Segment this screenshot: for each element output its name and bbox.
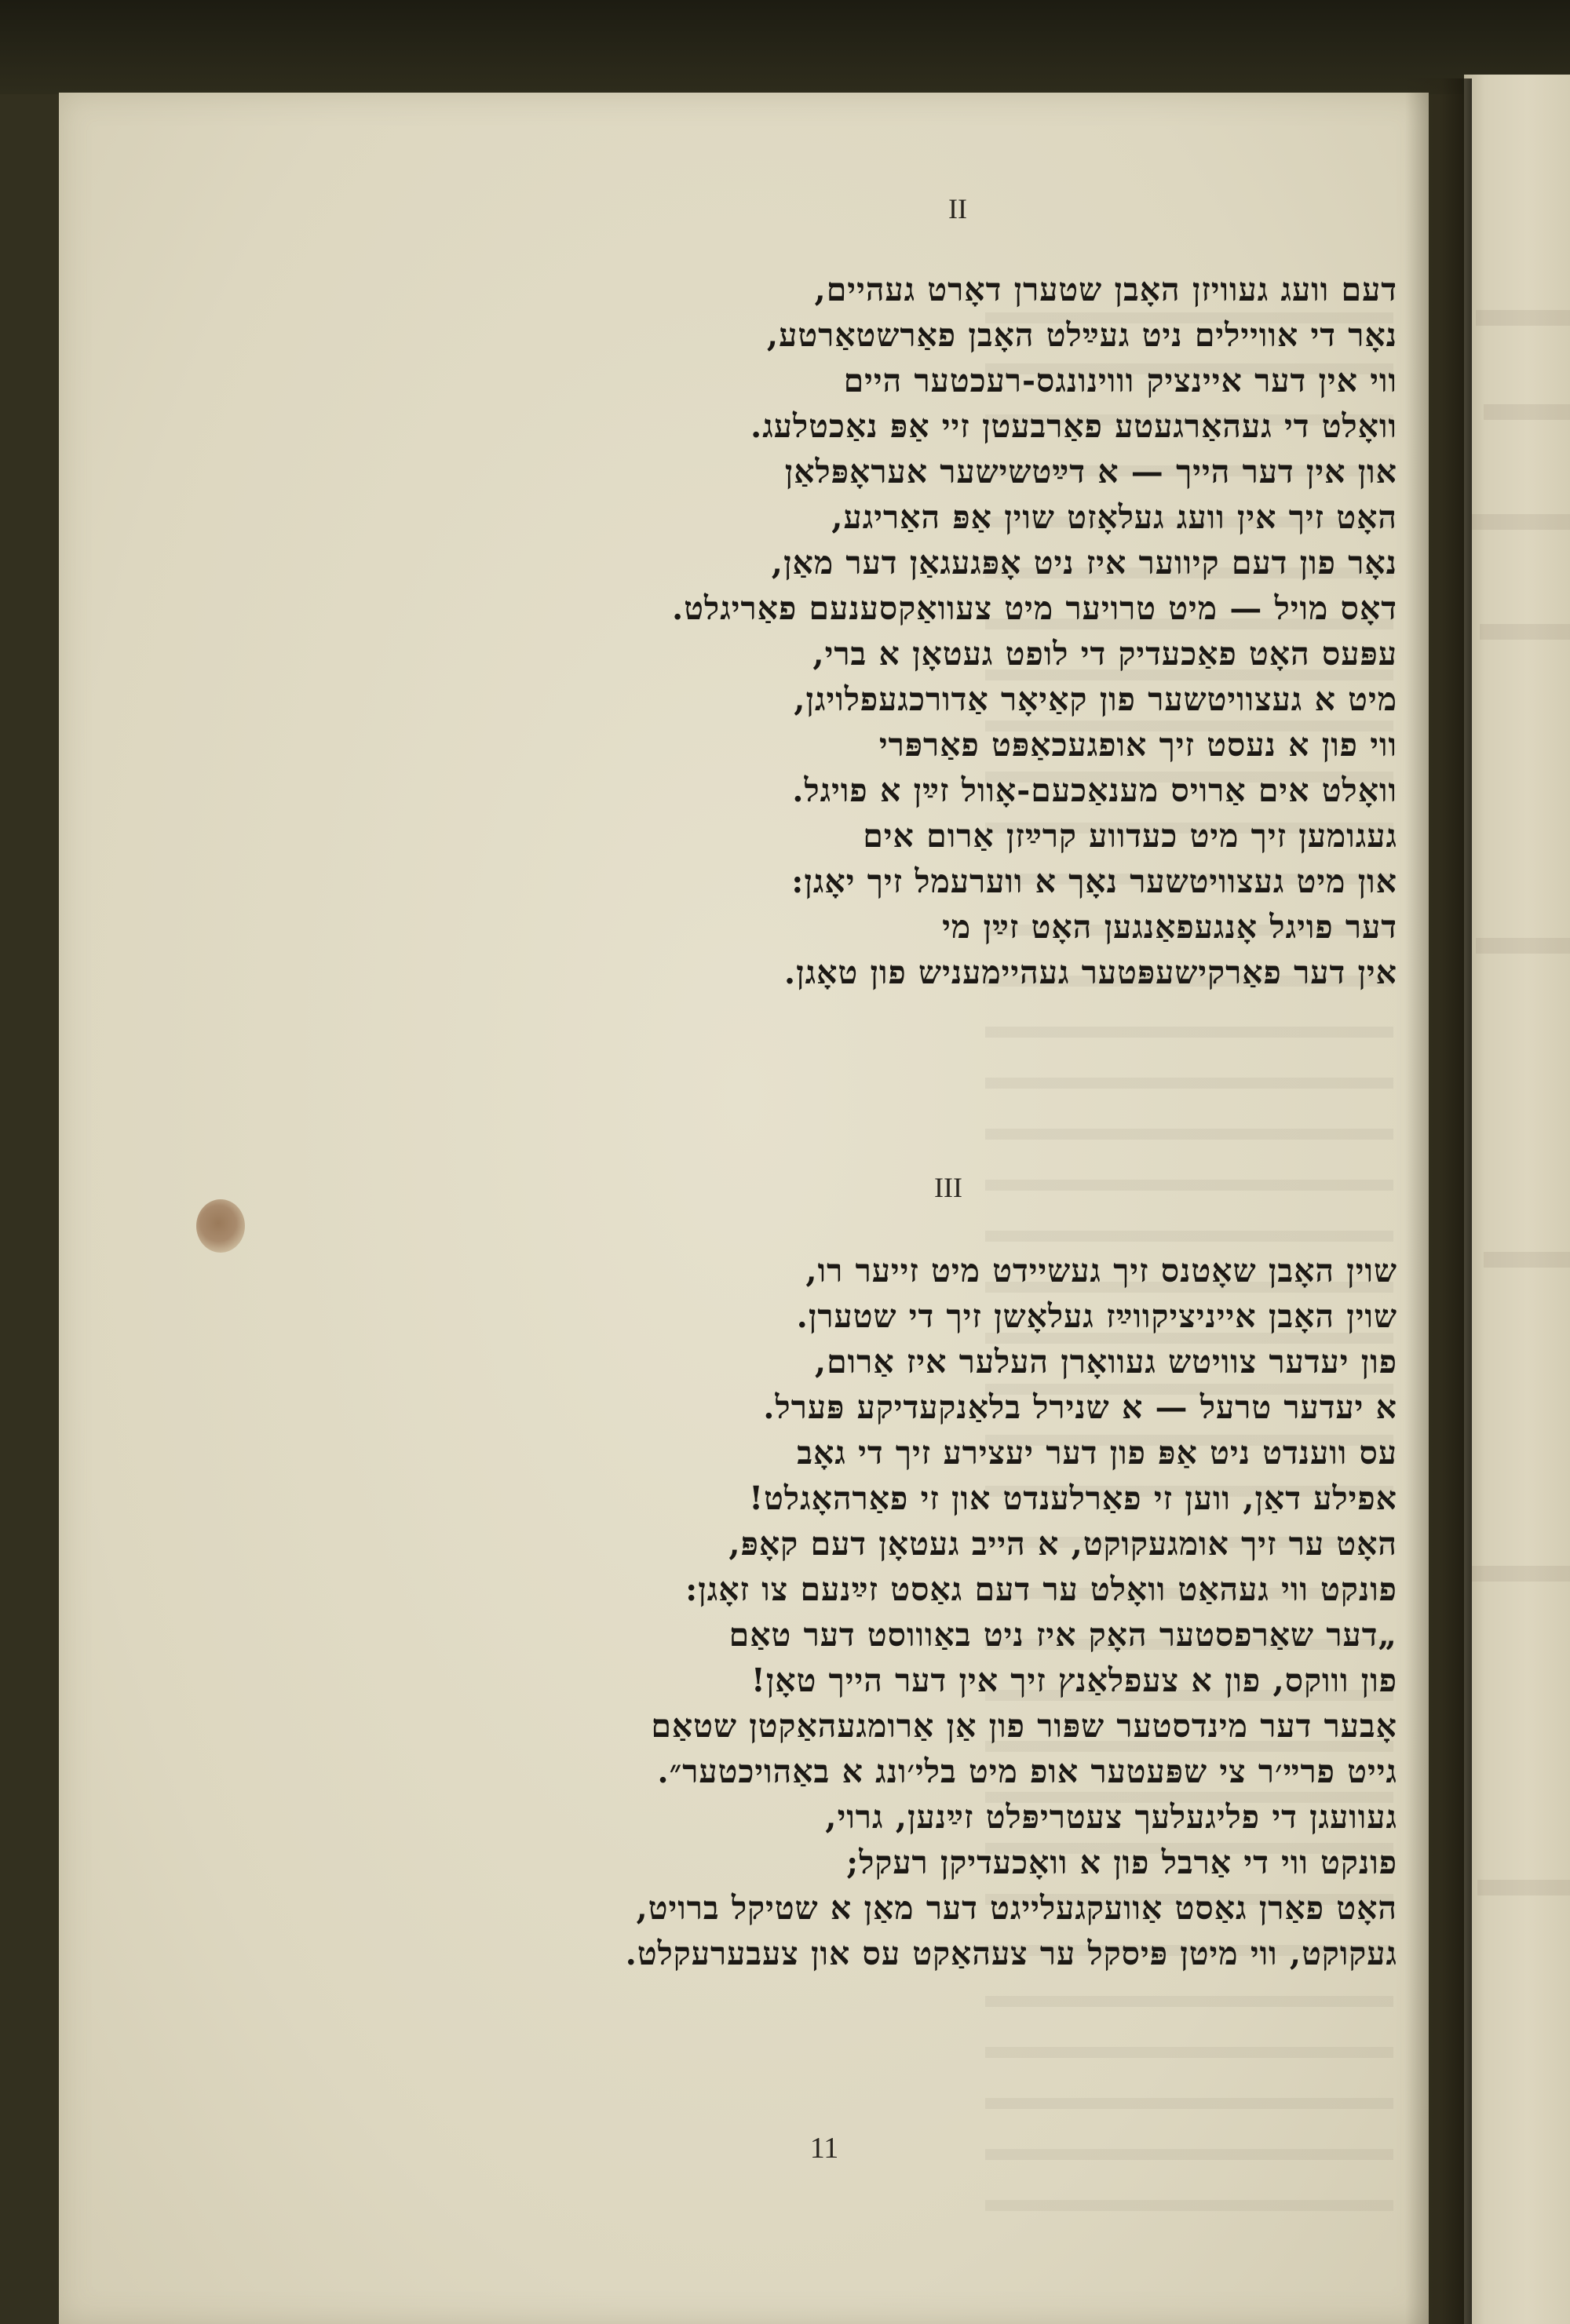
poem-line: פונקט ווי געהאַט וואָלט ער דעם גאַסט זײַנעם צו זאָגן: xyxy=(685,1571,1397,1608)
section-numeral-three: III xyxy=(934,1172,962,1203)
poem-line: גייט פרײ׳ר צי שפּעטער אופ מיט בלי׳ונג א באַהויכטער״. xyxy=(657,1753,1397,1790)
poem-line: האָט פאַרן גאַסט אַוועקגעלייגט דער מאַן א שטיקל ברויט, xyxy=(636,1889,1397,1927)
poem-line: האָט ער זיך אומגעקוקט, א הייב געטאָן דעם קאָפּ, xyxy=(728,1525,1397,1563)
facing-page-bleed-line xyxy=(1476,938,1570,954)
facing-page-bleed-line xyxy=(1472,514,1570,530)
facing-page-bleed-line xyxy=(1480,624,1570,640)
facing-page-bleed-line xyxy=(1484,1252,1570,1268)
poem-line: און אין דער הייך — א דײַטשישער אעראָפּלאַן xyxy=(784,453,1397,491)
page-gutter-shadow xyxy=(1405,78,1472,2324)
poem-line: און מיט געצוויטשער נאָך א ווערעמל זיך יאָגן: xyxy=(791,863,1397,900)
poem-section-three xyxy=(126,1248,1397,1976)
poem-line: עס ווענדט ניט אַפּ פון דער יעצירע זיך די גאָב xyxy=(797,1434,1397,1472)
poem-line: פונקט ווי די אַרבל פון א וואָכעדיקן רעקל; xyxy=(846,1844,1397,1881)
poem-line: אָבער דער מינדסטער שפּור פון אַן אַרומגעהאַקטן שטאַם xyxy=(651,1707,1397,1745)
poem-line: דעם וועג געוויזן האָבן שטערן דאָרט געהיים, xyxy=(814,271,1397,308)
facing-page-bleed-line xyxy=(1484,404,1570,420)
paper-stain xyxy=(196,1199,245,1253)
poem-line: געגומען זיך מיט כעדווע קרײַזן אַרום אים xyxy=(863,817,1397,855)
page-number: 11 xyxy=(809,2132,839,2165)
poem-line: שוין האָבן אייניציקווײַז געלאָשן זיך די שטערן. xyxy=(796,1297,1397,1335)
poem-line: פון יעדער צוויטש געוואָרן העלער איז אַרום, xyxy=(814,1343,1397,1381)
poem-line: דאָס מויל — מיט טרויער מיט צעוואַקסענעם פאַריגלט. xyxy=(672,589,1397,627)
facing-page-edge xyxy=(1464,75,1570,2324)
poem-line: דער פויגל אָנגעפאַנגען האָט זײַן מי xyxy=(942,908,1397,946)
poem-line: ווי פון א נעסט זיך אופגעכאַפּט פאַרפּרי xyxy=(878,726,1397,764)
facing-page-bleed-line xyxy=(1477,1880,1570,1895)
poem-line: נאָר פון דעם קיווער איז ניט אָפּגעגאַן דער מאַן, xyxy=(771,544,1397,582)
poem-line: א יעדער טרעל — א שנירל בלאַנקעדיקע פּערל. xyxy=(763,1388,1397,1426)
facing-page-bleed-line xyxy=(1472,1566,1570,1582)
poem-line: געקוקט, ווי מיטן פּיסקל ער צעהאַקט עס און צעבערעקלט. xyxy=(625,1935,1397,1972)
poem-line: אפילע דאַן, ווען זי פאַרלענדט און זי פאַרהאָגלט! xyxy=(749,1479,1397,1517)
section-numeral-two: II xyxy=(948,193,967,224)
poem-line: נאָר די אוויילים ניט געײַלט האָבן פאַרשטאַרטע, xyxy=(766,316,1397,354)
poem-line: „דער שאַרפסטער האָק איז ניט באַוווסט דער טאַם xyxy=(728,1616,1397,1654)
poem-line: געוועגן די פליגעלעך צעטריפּלט זײַנען, גרוי, xyxy=(825,1798,1397,1836)
poem-line: האָט זיך אין וועג געלאָזט שוין אַפּ האַריגע, xyxy=(831,498,1397,536)
facing-page-bleed-line xyxy=(1476,310,1570,326)
poem-line: וואָלט די געהאַרגעטע פאַרבעטן זיי אַפּ נאַכטלעג. xyxy=(750,407,1397,445)
poem-line: שוין האָבן שאָטנס זיך געשיידט מיט זייער רו, xyxy=(805,1252,1397,1290)
poem-section-two xyxy=(126,267,1397,995)
poem-line: וואָלט אים אַרויס מענאַכעם-אָוול זײַן א פויגל. xyxy=(792,772,1397,809)
poem-line: עפּעס האָט פאַכעדיק די לופט געטאָן א ברי, xyxy=(812,635,1397,673)
poem-line: אין דער פאַרקישעפּטער געהיימעניש פון טאָגן. xyxy=(783,954,1397,991)
poem-line: ווי אין דער איינציק וווינונגס-רעכטער היים xyxy=(843,362,1397,399)
scanner-background xyxy=(0,0,1570,94)
poem-line: מיט א געצוויטשער פון קאַיאָר אַדורכגעפלויגן, xyxy=(794,680,1397,718)
poem-line: פון וווקס, פון א צעפלאַנץ זיך אין דער הייך טאָן! xyxy=(750,1662,1397,1699)
